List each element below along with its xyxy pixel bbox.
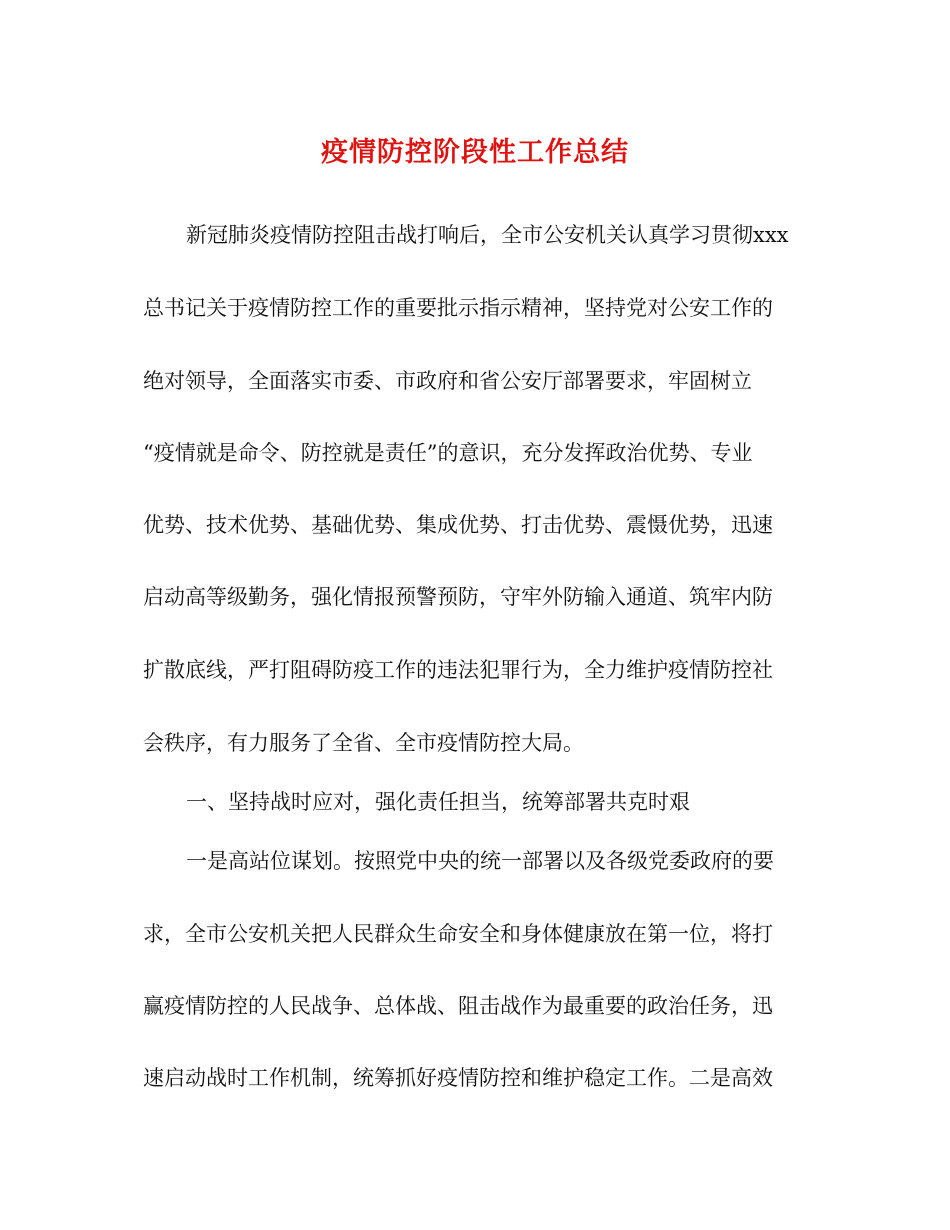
paragraph-line-2: 总书记关于疫情防控工作的重要批示指示精神，坚持党对公安工作的 xyxy=(143,296,773,320)
paragraph-line-12: 速启动战时工作机制，统筹抓好疫情防控和维护稳定工作。二是高效 xyxy=(143,1066,773,1090)
paragraph-line-11: 赢疫情防控的人民战争、总体战、阻击战作为最重要的政治任务，迅 xyxy=(143,994,773,1018)
paragraph-line-9: 一是高站位谋划。按照党中央的统一部署以及各级党委政府的要 xyxy=(186,849,774,873)
paragraph-line-5: 优势、技术优势、基础优势、集成优势、打击优势、震慑优势，迅速 xyxy=(143,513,773,537)
paragraph-line-1: 新冠肺炎疫情防控阻击战打响后，全市公安机关认真学习贯彻xxx xyxy=(186,223,789,247)
section-heading-1: 一、坚持战时应对，强化责任担当，统筹部署共克时艰 xyxy=(186,790,690,814)
document-title: 疫情防控阶段性工作总结 xyxy=(321,137,629,168)
paragraph-line-4: “疫情就是命令、防控就是责任”的意识，充分发挥政治优势、专业 xyxy=(143,441,753,465)
paragraph-line-8: 会秩序，有力服务了全省、全市疫情防控大局。 xyxy=(143,731,584,755)
paragraph-line-10: 求，全市公安机关把人民群众生命安全和身体健康放在第一位，将打 xyxy=(143,922,773,946)
paragraph-line-3: 绝对领导，全面落实市委、市政府和省公安厅部署要求，牢固树立 xyxy=(143,369,752,393)
paragraph-line-6: 启动高等级勤务，强化情报预警预防，守牢外防输入通道、筑牢内防 xyxy=(143,585,773,609)
paragraph-line-7: 扩散底线，严打阻碍防疫工作的违法犯罪行为，全力维护疫情防控社 xyxy=(143,658,773,682)
